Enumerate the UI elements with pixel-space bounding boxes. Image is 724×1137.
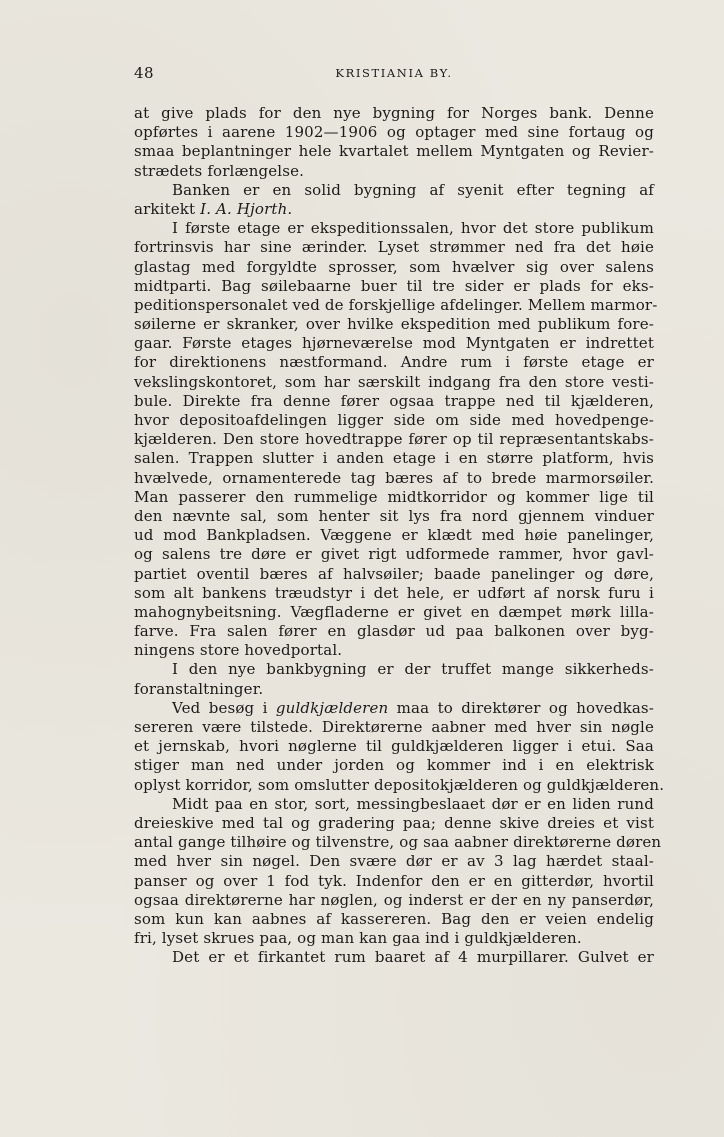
text-line: ogsaa direktørerne har nøglen, og inderst er der en ny panserdør, <box>134 890 654 909</box>
text-line: hvor depositoafdelingen ligger side om side med hovedpenge- <box>134 411 654 429</box>
text-line: gaar. Første etages hjørneværelse mod Myntgaten er indrettet <box>134 334 654 353</box>
text-line: og salens tre døre er givet rigt udformede rammer, hvor gavl- <box>134 545 654 564</box>
text-line: et jernskab, hvori nøglerne til guldkjælderen ligger i etui. Saa <box>134 737 654 756</box>
text-line: opførtes i aarene 1902—1906 og optager med sine fortaug og <box>134 123 654 142</box>
text-line: antal gange tilhøire og tilvenstre, og saa aabner direktørerne døren <box>134 833 662 852</box>
text-line: som alt bankens træudstyr i det hele, er udført af norsk furu i <box>134 583 654 602</box>
text-line: farve. Fra salen fører en glasdør ud paa balkonen over byg- <box>134 622 654 641</box>
text-line: stiger man ned under jorden og kommer ind i en elektrisk <box>134 756 654 775</box>
text-segment: Ved besøg i <box>172 698 276 717</box>
text-line: panser og over 1 fod tyk. Indenfor den er en gitterdør, hvortil <box>134 871 654 890</box>
text-line: søilerne er skranker, over hvilke ekspedition med publikum fore- <box>134 315 654 334</box>
italic-text: guldkjælderen <box>275 698 389 717</box>
text-line: ningens store hovedportal. <box>134 641 343 660</box>
text-line: fortrinsvis har sine ærinder. Lyset strømmer ned fra det høie <box>134 238 654 257</box>
page-header <box>134 64 654 86</box>
text-line: for direktionens næstformand. Andre rum i første etage er <box>134 353 654 372</box>
text-line <box>134 200 654 219</box>
page-number: 48 <box>134 64 155 82</box>
text-line: Man passerer den rummelige midtkorridor og kommer lige til <box>134 487 654 506</box>
text-line: strædets forlængelse. <box>134 161 305 180</box>
body-text <box>134 104 665 967</box>
text-line: Det er et firkantet rum baaret af 4 murpillarer. Gulvet er <box>172 948 654 967</box>
text-segment: maa to direktører og hovedkas- <box>388 698 654 717</box>
text-line: foranstaltninger. <box>134 679 264 698</box>
text-line: Midt paa en stor, sort, messingbeslaaet dør er en liden rund <box>172 794 654 813</box>
text-line: salen. Trappen slutter i anden etage i en større platform, hvis <box>134 449 654 468</box>
text-line: midtparti. Bag søilebaarne buer til tre sider er plads for eks- <box>134 276 654 295</box>
text-line: som kun kan aabnes af kassereren. Bag den er veien endelig <box>134 909 654 928</box>
text-line: oplyst korridor, som omslutter depositokjælderen og guldkjælderen. <box>134 775 665 794</box>
text-line: den nævnte sal, som henter sit lys fra nord gjennem vinduer <box>134 506 654 525</box>
text-line <box>134 699 654 718</box>
text-line: fri, lyset skrues paa, og man kan gaa ind i guldkjælderen. <box>134 929 582 948</box>
text-line: ud mod Bankpladsen. Væggene er klædt med høie panelinger, <box>134 526 654 545</box>
text-line: med hver sin nøgel. Den svære dør er av 3 lag hærdet staal- <box>134 852 654 871</box>
text-line: kjælderen. Den store hovedtrappe fører op til repræsentantskabs- <box>134 430 654 449</box>
text-line: partiet oventil bæres af halvsøiler; baade panelinger og døre, <box>134 564 654 583</box>
text-line: sereren være tilstede. Direktørerne aabner med hver sin nøgle <box>134 718 654 736</box>
text-line: at give plads for den nye bygning for Norges bank. Denne <box>134 104 654 122</box>
italic-text: I. A. Hjorth. <box>200 199 293 218</box>
text-line: smaa beplantninger hele kvartalet mellem Myntgaten og Revier- <box>134 142 654 161</box>
text-segment: arkitekt <box>134 199 201 218</box>
text-line: dreieskive med tal og gradering paa; denne skive dreies et vist <box>134 813 654 832</box>
text-line: peditionspersonalet ved de forskjellige afdelinger. Mellem marmor- <box>134 295 658 314</box>
text-line: I første etage er ekspeditionssalen, hvor det store publikum <box>172 219 654 238</box>
text-line: I den nye bankbygning er der truffet mange sikkerheds- <box>172 660 654 679</box>
text-line: hvælvede, ornamenterede tag bæres af to brede marmorsøiler. <box>134 468 654 487</box>
text-line: mahognybeitsning. Vægfladerne er givet en dæmpet mørk lilla- <box>134 602 654 621</box>
running-head: KRISTIANIA BY. <box>335 66 453 80</box>
text-line: bule. Direkte fra denne fører ogsaa trappe ned til kjælderen, <box>134 391 654 410</box>
text-line: Banken er en solid bygning af syenit efter tegning af <box>172 180 654 199</box>
text-line: glastag med forgyldte sprosser, som hvælver sig over salens <box>134 257 654 276</box>
text-line: vekslingskontoret, som har særskilt indgang fra den store vesti- <box>134 372 654 391</box>
